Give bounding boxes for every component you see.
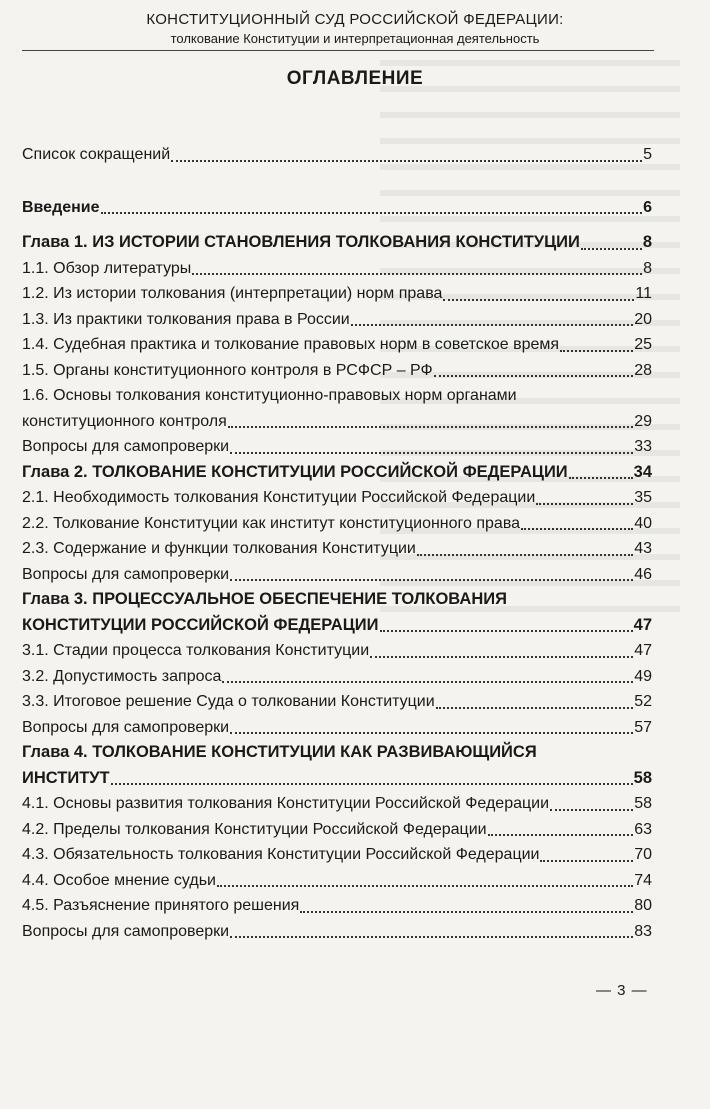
toc-entry-4-3[interactable]: 4.3. Обязательность толкования Конституции Российской Федерации 70	[22, 846, 652, 863]
toc-entry-abbreviations[interactable]: Список сокращений 5	[22, 146, 652, 163]
toc-entry-questions-4[interactable]: Вопросы для самопроверки 83	[22, 922, 652, 940]
toc-entry-3-1[interactable]: 3.1. Стадии процесса толкования Конституции 47	[22, 642, 652, 659]
toc-entry-1-2[interactable]: 1.2. Из истории толкования (интерпретации) норм права 11	[22, 285, 652, 302]
toc-entry-questions-3[interactable]: Вопросы для самопроверки 57	[22, 718, 652, 736]
toc-entry-4-1[interactable]: 4.1. Основы развития толкования Конституции Российской Федерации 58	[22, 795, 652, 812]
toc-entry-1-1[interactable]: 1.1. Обзор литературы 8	[22, 259, 652, 277]
toc-entry-4-4[interactable]: 4.4. Особое мнение судьи 74	[22, 871, 652, 889]
toc-entry-3-3[interactable]: 3.3. Итоговое решение Суда о толковании Конституции 52	[22, 693, 652, 710]
table-of-contents	[22, 142, 652, 944]
toc-entry-3-2[interactable]: 3.2. Допустимость запроса 49	[22, 667, 652, 685]
toc-entry-4-5[interactable]: 4.5. Разъяснение принятого решения 80	[22, 897, 652, 914]
header-rule	[22, 50, 654, 51]
header-title: КОНСТИТУЦИОННЫЙ СУД РОССИЙСКОЙ ФЕДЕРАЦИИ:	[146, 11, 564, 28]
header-subtitle: толкование Конституции и интерпретационная деятельность	[170, 31, 540, 46]
toc-entry-chapter-3[interactable]: Глава 3. ПРОЦЕССУАЛЬНОЕ ОБЕСПЕЧЕНИЕ ТОЛКОВАНИЯ КОНСТИТУЦИИ РОССИЙСКОЙ ФЕДЕРАЦИИ 47	[22, 590, 652, 634]
toc-entry-2-1[interactable]: 2.1. Необходимость толкования Конституции Российской Федерации 35	[22, 489, 652, 506]
page-number: — 3 —	[596, 982, 648, 999]
toc-entry-questions-1[interactable]: Вопросы для самопроверки 33	[22, 438, 652, 455]
toc-entry-4-2[interactable]: 4.2. Пределы толкования Конституции Российской Федерации 63	[22, 820, 652, 838]
toc-entry-1-3[interactable]: 1.3. Из практики толкования права в России 20	[22, 310, 652, 328]
toc-entry-1-6[interactable]: 1.6. Основы толкования конституционно-правовых норм органами конституционного контроля 29	[22, 387, 652, 430]
toc-entry-chapter-1[interactable]: Глава 1. ИЗ ИСТОРИИ СТАНОВЛЕНИЯ ТОЛКОВАНИЯ КОНСТИТУЦИИ 8	[22, 233, 652, 251]
toc-entry-1-4[interactable]: 1.4. Судебная практика и толкование правовых норм в советское время 25	[22, 336, 652, 353]
toc-entry-introduction[interactable]: Введение 6	[22, 198, 652, 216]
toc-entry-questions-2[interactable]: Вопросы для самопроверки 46	[22, 565, 652, 583]
running-header	[0, 10, 710, 47]
page-title: ОГЛАВЛЕНИЕ	[286, 68, 424, 89]
toc-entry-1-5[interactable]: 1.5. Органы конституционного контроля в РСФСР – РФ 28	[22, 361, 652, 379]
toc-entry-chapter-2[interactable]: Глава 2. ТОЛКОВАНИЕ КОНСТИТУЦИИ РОССИЙСКОЙ ФЕДЕРАЦИИ 34	[22, 462, 652, 481]
toc-entry-2-2[interactable]: 2.2. Толкование Конституции как институт конституционного права 40	[22, 514, 652, 532]
toc-entry-2-3[interactable]: 2.3. Содержание и функции толкования Конституции 43	[22, 540, 652, 557]
toc-entry-chapter-4[interactable]: Глава 4. ТОЛКОВАНИЕ КОНСТИТУЦИИ КАК РАЗВИВАЮЩИЙСЯ ИНСТИТУТ 58	[22, 743, 652, 787]
